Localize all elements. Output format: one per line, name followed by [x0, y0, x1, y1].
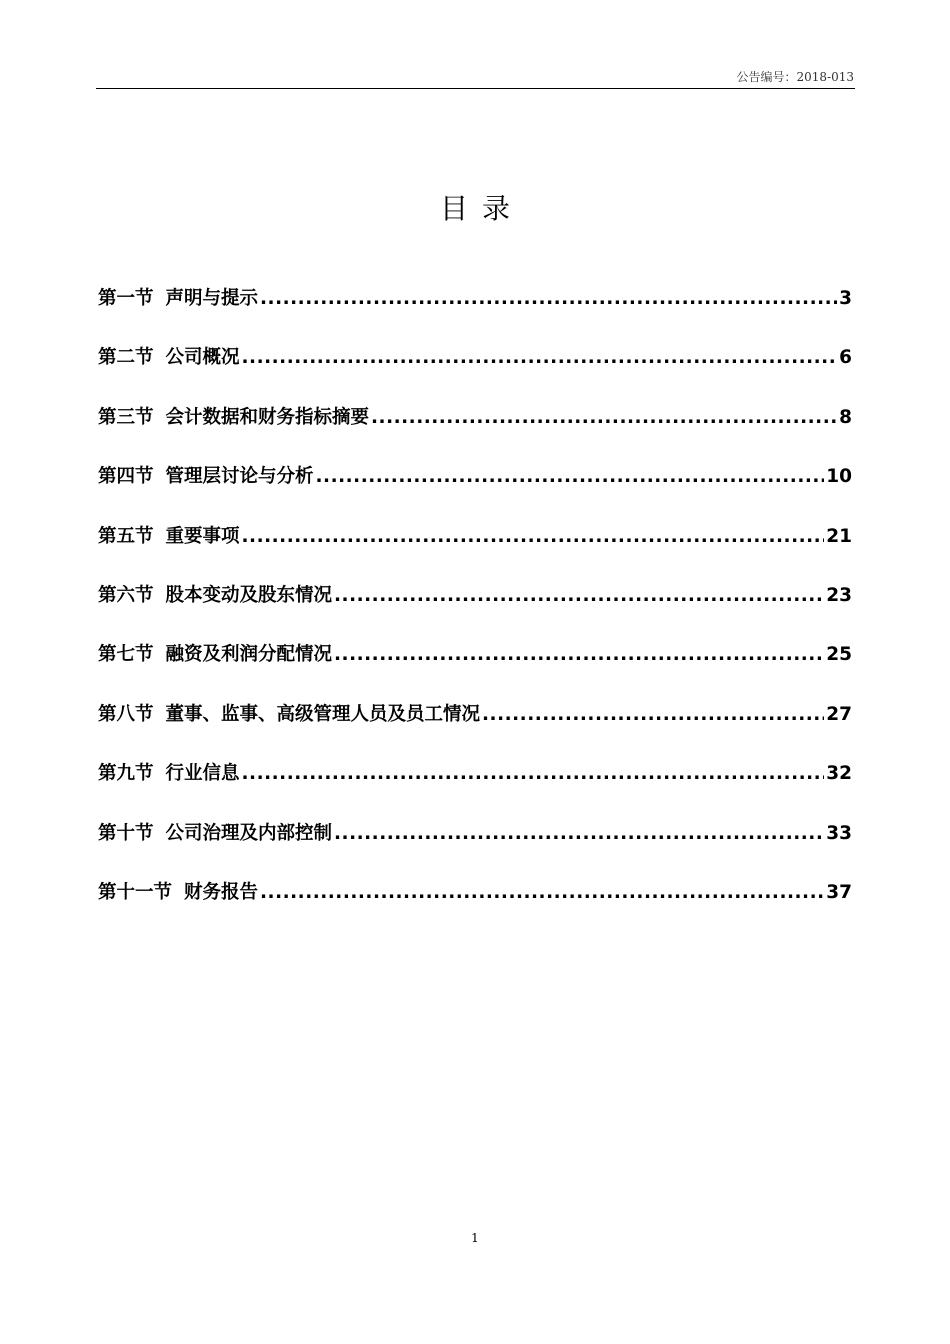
notice-number: 公告编号：2018-013 [736, 70, 854, 84]
toc-section-number: 第二节 [98, 347, 154, 369]
toc-section-title: 股本变动及股东情况 [165, 584, 333, 606]
toc-leader-dots [242, 759, 825, 789]
toc-section-title: 董事、监事、高级管理人员及员工情况 [165, 703, 481, 725]
toc-entry[interactable] [98, 640, 852, 699]
toc-section-number: 第七节 [98, 644, 154, 666]
toc-section-number: 第四节 [98, 466, 154, 488]
toc-section-number: 第十一节 [98, 881, 173, 903]
toc-leader-dots [371, 403, 837, 433]
toc-page-number: 25 [826, 644, 852, 666]
toc-section-number: 第一节 [98, 288, 154, 309]
header-divider [96, 88, 855, 89]
toc-section-title: 公司治理及内部控制 [165, 822, 333, 844]
toc-section-number: 第六节 [98, 584, 154, 606]
toc-leader-dots [260, 284, 837, 314]
table-of-contents [98, 284, 852, 937]
toc-section-title: 公司概况 [165, 347, 240, 369]
toc-section-title: 财务报告 [184, 881, 259, 903]
toc-entry[interactable] [98, 759, 852, 818]
toc-entry[interactable] [98, 284, 852, 343]
toc-page-number: 8 [839, 406, 852, 428]
toc-entry[interactable] [98, 522, 852, 581]
toc-page-number: 10 [826, 466, 852, 488]
toc-leader-dots [334, 819, 824, 849]
toc-page-number: 3 [839, 288, 852, 309]
toc-entry[interactable] [98, 343, 852, 402]
toc-entry[interactable] [98, 819, 852, 878]
toc-section-title: 融资及利润分配情况 [165, 644, 333, 666]
toc-section-number: 第三节 [98, 406, 154, 428]
toc-section-number: 第九节 [98, 763, 154, 785]
toc-entry[interactable] [98, 462, 852, 521]
toc-leader-dots [482, 700, 824, 730]
toc-entry[interactable] [98, 581, 852, 640]
toc-page-number: 37 [826, 881, 852, 903]
toc-page-number: 23 [826, 584, 852, 606]
toc-section-number: 第八节 [98, 703, 154, 725]
toc-leader-dots [242, 343, 838, 373]
toc-entry[interactable] [98, 878, 852, 937]
toc-page-number: 33 [826, 822, 852, 844]
page-number: 1 [471, 1231, 479, 1245]
toc-section-title: 会计数据和财务指标摘要 [165, 406, 370, 428]
toc-leader-dots [242, 522, 825, 552]
toc-page-number: 21 [826, 525, 852, 547]
toc-section-title: 管理层讨论与分析 [165, 466, 314, 488]
toc-section-title: 行业信息 [165, 763, 240, 785]
toc-leader-dots [334, 581, 824, 611]
page-title: 目录 [439, 191, 524, 225]
toc-section-number: 第十节 [98, 822, 154, 844]
toc-entry[interactable] [98, 700, 852, 759]
toc-page-number: 32 [826, 763, 852, 785]
toc-section-title: 重要事项 [165, 525, 240, 547]
toc-page-number: 6 [839, 347, 852, 369]
toc-leader-dots [334, 640, 824, 670]
toc-leader-dots [316, 462, 825, 492]
toc-entry[interactable] [98, 403, 852, 462]
toc-section-title: 声明与提示 [165, 288, 259, 309]
toc-page-number: 27 [826, 703, 852, 725]
toc-leader-dots [260, 878, 824, 908]
toc-section-number: 第五节 [98, 525, 154, 547]
